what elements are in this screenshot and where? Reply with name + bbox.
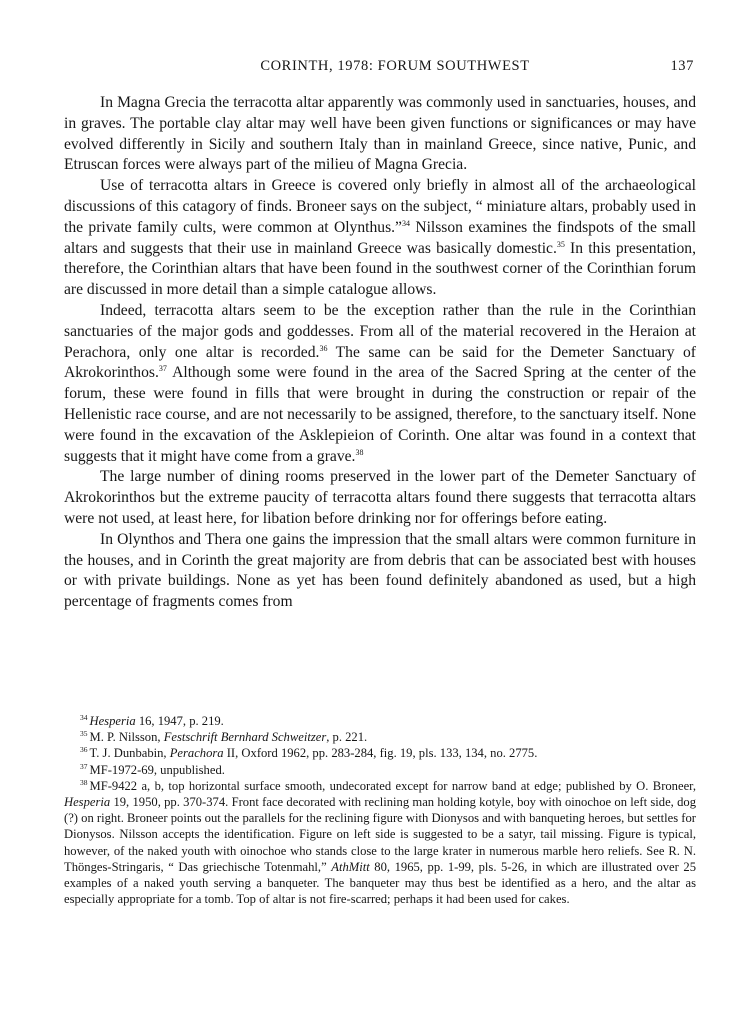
paragraph-text: Nilsson examines the findspots of the small altars and suggests that their use in mainland Greece was basically domestic. <box>64 218 697 257</box>
footnote-ref-35[interactable]: 35 <box>556 239 565 249</box>
paragraph-use-in-greece <box>64 176 696 301</box>
paragraph-text: The large number of dining rooms preserved in the lower part of the Demeter Sanctuary of Akrokorinthos but the extreme paucity of terracotta altars found there suggests that terracotta altars were not used, at least here, for libation before drinking nor for offerings before eating. <box>64 468 696 527</box>
paragraph-text: Use of terracotta altars in Greece is covered only briefly in almost all of the archaeological discussions of this catagory of finds. Broneer says on the subject, “ miniature altars, probably used in the private family cults, were common at Olynthus.” <box>64 177 696 236</box>
footnote-number: 35 <box>80 729 88 739</box>
paragraph-dining-rooms <box>64 467 696 529</box>
paragraph-text: The same can be said for the Demeter Sanctuary of Akrokorinthos. <box>64 343 696 382</box>
footnote-number: 37 <box>80 761 88 771</box>
footnote-title: Hesperia <box>89 714 136 728</box>
paragraph-magna-grecia <box>64 93 696 176</box>
paragraph-text: Although some were found in the area of the Sacred Spring at the center of the forum, these were found in fills that were brought in during the construction or repair of the Hellenistic race course, and are not necessarily to be assigned, therefore, to the sanctuary itself. None were found in the excavation of the Asklepieion of Corinth. One altar was found in a context that suggests that it might have come from a grave. <box>64 364 696 465</box>
footnotes <box>64 713 696 907</box>
running-head <box>96 58 694 82</box>
footnote-number: 36 <box>80 745 88 755</box>
paragraph-text: In Magna Grecia the terracotta altar apparently was commonly used in sanctuaries, houses, and in graves. The portable clay altar may well have been given functions or significances or may have evolved differently in Sicily and southern Italy than in mainland Greece, since native, Punic, and Etruscan forces were always part of the milieu of Magna Grecia. <box>64 94 696 174</box>
footnote-ref-38[interactable]: 38 <box>355 447 364 457</box>
footnote-34 <box>64 713 696 729</box>
footnote-text: MF-1972-69, unpublished. <box>89 762 225 777</box>
footnote-text: 16, 1947, p. 219. <box>135 714 224 728</box>
footnote-ref-37[interactable]: 37 <box>158 364 167 374</box>
footnote-text: 80, 1965, pp. 1-99, pls. 5-26, in which are illustrated over 25 examples of a naked youth serving a banqueter. The banqueter may thus best be identified as a hero, and the altar as especially appropriate for a tomb. Top of altar is not fire-scarred; perhaps it had been used for cakes. <box>64 859 696 907</box>
paragraph-olynthos-thera <box>64 530 696 613</box>
footnote-number: 38 <box>80 777 88 787</box>
body-text <box>64 93 696 613</box>
paragraph-text: In this presentation, therefore, the Corinthian altars that have been found in the southwest corner of the Corinthian forum are discussed in more detail than a simple catalogue allows. <box>64 239 696 299</box>
footnote-35 <box>64 729 696 745</box>
footnote-text: T. J. Dunbabin, <box>89 746 170 761</box>
footnote-title: AthMitt <box>331 859 370 874</box>
footnote-text: MF-9422 a, b, top horizontal surface smooth, undecorated except for narrow band at edge; published by O. Broneer, <box>89 778 696 793</box>
page-number: 137 <box>670 58 694 74</box>
footnote-36 <box>64 745 696 761</box>
footnote-title: Festschrift Bernhard Schweitzer <box>163 730 327 745</box>
footnote-text: , p. 221. <box>326 730 368 745</box>
footnote-text: M. P. Nilsson, <box>89 730 164 745</box>
footnote-37 <box>64 762 696 778</box>
footnote-title: Perachora <box>169 746 224 761</box>
footnote-text: 19, 1950, pp. 370-374. Front face decorated with reclining man holding kotyle, boy with oinochoe on left side, dog (?) on right. Broneer points out the parallels for the reclining figure with Dionysos and with banqueting heroes, but settles for Dionysos. Nilsson accepts the identification. Figure on left side is suggested to be a satyr, tail missing. Figure is typical, however, of the naked youth with oinochoe who stands close to the large krater in numerous marble hero reliefs. See R. N. Thönges-Stringaris, “ Das griechische Totenmahl,” <box>64 795 696 874</box>
paragraph-text: In Olynthos and Thera one gains the impression that the small altars were common furniture in the houses, and in Corinth the great majority are from debris that can be associated best with houses or with private buildings. None as yet has been found definitely abandoned as used, but a high percentage of fragments comes from <box>64 530 696 611</box>
footnote-title: Hesperia <box>64 795 111 810</box>
footnote-38 <box>64 778 696 908</box>
paragraph-text: Indeed, terracotta altars seem to be the exception rather than the rule in the Corinthian sanctuaries of the major gods and goddesses. From all of the material recovered in the Heraion at Perachora, only one altar is recorded. <box>64 301 696 361</box>
footnote-ref-36[interactable]: 36 <box>319 343 328 353</box>
footnote-text: II, Oxford 1962, pp. 283-284, fig. 19, pls. 133, 134, no. 2775. <box>223 746 538 761</box>
running-title: CORINTH, 1978: FORUM SOUTHWEST <box>260 58 530 74</box>
footnote-number: 34 <box>80 713 88 722</box>
paragraph-sanctuaries <box>64 301 696 467</box>
footnote-ref-34[interactable]: 34 <box>401 218 410 228</box>
